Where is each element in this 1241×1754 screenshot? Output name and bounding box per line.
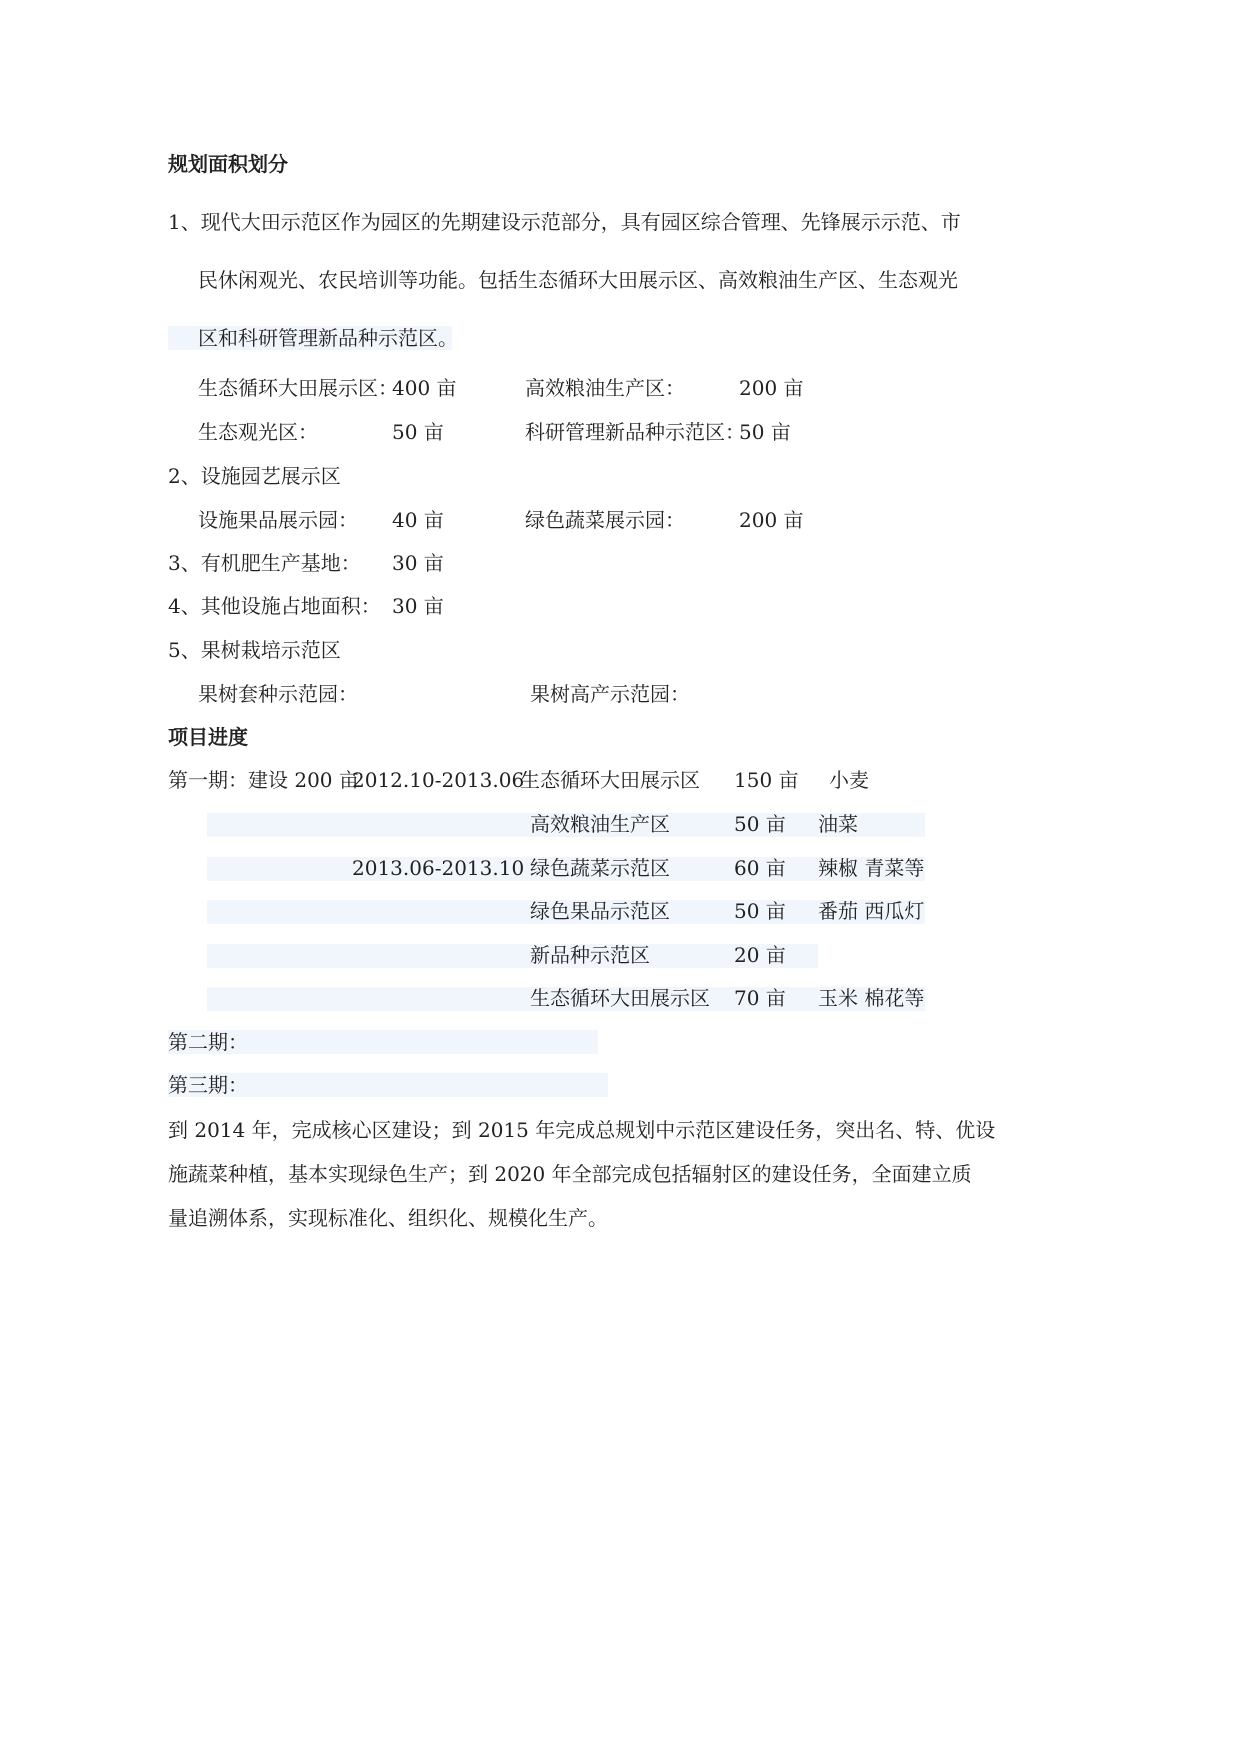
schedule-period: 2012.10-2013.06 — [352, 768, 525, 792]
summary-line3: 量追溯体系，实现标准化、组织化、规模化生产。 — [168, 1206, 608, 1230]
area-label: 果树套种示范园： — [198, 682, 358, 706]
area-value: 50 亩 — [739, 420, 791, 444]
phase2-label: 第二期： — [168, 1030, 248, 1054]
area-label: 生态循环大田展示区： — [198, 376, 398, 400]
item1-line2: 民休闲观光、农民培训等功能。包括生态循环大田展示区、高效粮油生产区、生态观光 — [198, 268, 958, 292]
item5-title: 5、果树栽培示范区 — [168, 638, 341, 662]
schedule-crop: 辣椒 青菜等 — [818, 856, 925, 880]
schedule-zone: 绿色蔬菜示范区 — [530, 856, 670, 880]
schedule-area: 20 亩 — [734, 943, 786, 967]
summary-line1: 到 2014 年，完成核心区建设；到 2015 年完成总规划中示范区建设任务，突出名、特、优设 — [168, 1118, 996, 1142]
schedule-zone: 生态循环大田展示区 — [520, 768, 700, 792]
item3-value: 30 亩 — [392, 551, 444, 575]
area-label: 生态观光区： — [198, 420, 318, 444]
item1-line1: 1、现代大田示范区作为园区的先期建设示范部分，具有园区综合管理、先锋展示示范、市 — [168, 210, 961, 234]
schedule-zone: 高效粮油生产区 — [530, 812, 670, 836]
area-label: 绿色蔬菜展示园： — [525, 508, 685, 532]
schedule-zone: 绿色果品示范区 — [530, 899, 670, 923]
schedule-zone: 新品种示范区 — [530, 943, 650, 967]
area-value: 200 亩 — [739, 376, 804, 400]
item4-value: 30 亩 — [392, 594, 444, 618]
area-label: 科研管理新品种示范区： — [525, 420, 745, 444]
area-label: 果树高产示范园： — [530, 682, 690, 706]
area-value: 40 亩 — [392, 508, 444, 532]
schedule-zone: 生态循环大田展示区 — [530, 986, 710, 1010]
table-row-shade — [207, 944, 818, 968]
section-heading-area-plan: 规划面积划分 — [168, 152, 288, 176]
section-heading-progress: 项目进度 — [168, 725, 248, 749]
schedule-area: 70 亩 — [734, 986, 786, 1010]
item3-label: 3、有机肥生产基地： — [168, 551, 361, 575]
area-value: 50 亩 — [392, 420, 444, 444]
item4-label: 4、其他设施占地面积： — [168, 594, 381, 618]
schedule-crop: 番茄 西瓜灯 — [818, 899, 925, 923]
schedule-crop: 小麦 — [829, 768, 869, 792]
area-label: 设施果品展示园： — [198, 508, 358, 532]
phase3-label: 第三期： — [168, 1073, 248, 1097]
schedule-crop: 油菜 — [818, 812, 858, 836]
schedule-period: 2013.06-2013.10 — [352, 856, 525, 880]
schedule-area: 60 亩 — [734, 856, 786, 880]
item1-line3: 区和科研管理新品种示范区。 — [198, 326, 458, 350]
schedule-area: 50 亩 — [734, 899, 786, 923]
schedule-crop: 玉米 棉花等 — [818, 986, 925, 1010]
area-value: 200 亩 — [739, 508, 804, 532]
schedule-area: 150 亩 — [734, 768, 799, 792]
area-label: 高效粮油生产区： — [525, 376, 685, 400]
item2-title: 2、设施园艺展示区 — [168, 464, 341, 488]
area-value: 400 亩 — [392, 376, 457, 400]
phase1-label: 第一期：建设 200 亩 — [168, 768, 359, 792]
summary-line2: 施蔬菜种植，基本实现绿色生产；到 2020 年全部完成包括辐射区的建设任务，全面建立质 — [168, 1162, 972, 1186]
schedule-area: 50 亩 — [734, 812, 786, 836]
